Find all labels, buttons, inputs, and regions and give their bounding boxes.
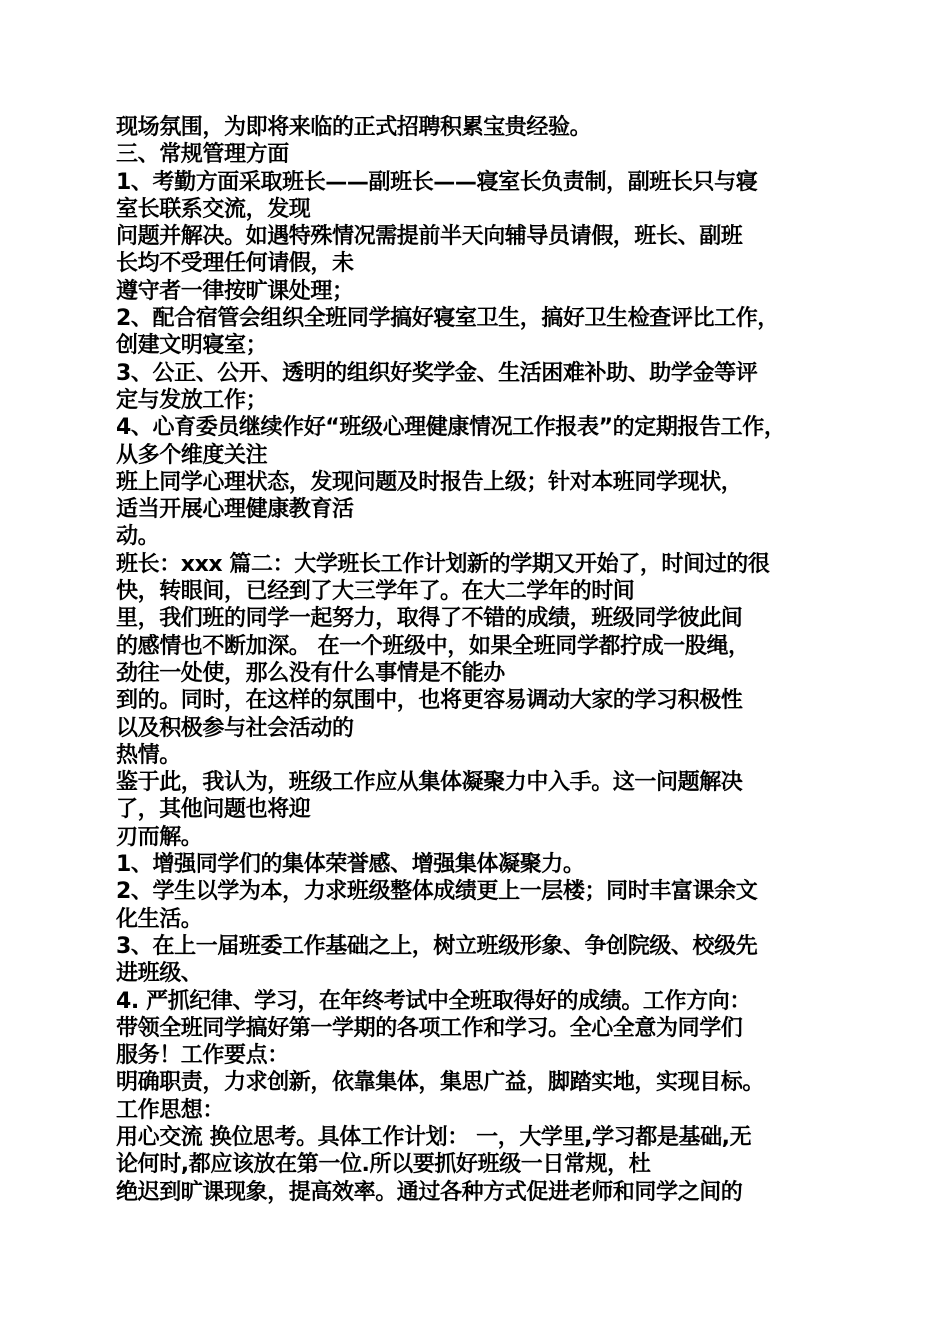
text-line: 进班级、	[116, 961, 203, 987]
text-line: 到的。同时，在这样的氛围中，也将更容易调动大家的学习积极性	[116, 688, 743, 714]
text-line: 3、公正、公开、透明的组织好奖学金、生活困难补助、助学金等评	[116, 360, 758, 386]
text-line: 带领全班同学搞好第一学期的各项工作和学习。全心全意为同学们	[116, 1015, 743, 1041]
text-line: 问题并解决。如遇特殊情况需提前半天向辅导员请假，班长、副班	[116, 224, 743, 250]
text-line: 班上同学心理状态，发现问题及时报告上级；针对本班同学现状，	[116, 469, 743, 495]
text-line: 遵守者一律按旷课处理；	[116, 278, 354, 304]
text-line: 劲往一处使，那么没有什么事情是不能办	[116, 660, 505, 686]
text-line: 创建文明寝室；	[116, 333, 268, 359]
text-line: 2、配合宿管会组织全班同学搞好寝室卫生，搞好卫生检查评比工作，	[116, 306, 779, 332]
text-line: 1、考勤方面采取班长——副班长——寝室长负责制，副班长只与寝	[116, 169, 758, 195]
text-line: 动。	[116, 524, 160, 550]
text-line: 热情。	[116, 742, 181, 768]
text-line: 明确职责，力求创新，依靠集体，集思广益，脚踏实地，实现目标。	[116, 1070, 765, 1096]
text-line: 了，其他问题也将迎	[116, 797, 311, 823]
text-line: 的感情也不断加深。 在一个班级中，如果全班同学都拧成一股绳，	[116, 633, 750, 659]
text-line: 3、在上一届班委工作基础之上，树立班级形象、争创院级、校级先	[116, 933, 758, 959]
section-heading: 三、常规管理方面	[116, 142, 289, 168]
text-line: 服务！工作要点：	[116, 1043, 289, 1069]
text-line: 刃而解。	[116, 824, 203, 850]
text-line: 里，我们班的同学一起努力，取得了不错的成绩，班级同学彼此间	[116, 606, 743, 632]
text-line: 长均不受理任何请假，未	[116, 251, 354, 277]
text-line: 室长联系交流，发现	[116, 196, 311, 222]
text-line: 用心交流 换位思考。具体工作计划： 一，大学里,学习都是基础,无	[116, 1124, 752, 1150]
text-line: 4. 严抓纪律、学习，在年终考试中全班取得好的成绩。工作方向：	[116, 988, 751, 1014]
text-line: 4、心育委员继续作好“班级心理健康情况工作报表”的定期报告工作，	[116, 415, 786, 441]
text-line: 快，转眼间，已经到了大三学年了。在大二学年的时间	[116, 579, 635, 605]
text-line: 绝迟到旷课现象，提高效率。通过各种方式促进老师和同学之间的	[116, 1179, 743, 1205]
text-line: 定与发放工作；	[116, 387, 268, 413]
document-page	[116, 114, 838, 1206]
text-line: 现场氛围，为即将来临的正式招聘积累宝贵经验。	[116, 115, 592, 140]
text-line: 班长：xxx 篇二：大学班长工作计划新的学期又开始了，时间过的很	[116, 551, 770, 577]
text-line: 1、增强同学们的集体荣誉感、增强集体凝聚力。	[116, 852, 585, 878]
text-line: 2、学生以学为本，力求班级整体成绩更上一层楼；同时丰富课余文	[116, 879, 758, 905]
text-line: 工作思想：	[116, 1097, 225, 1123]
text-line: 以及积极参与社会活动的	[116, 715, 354, 741]
text-line: 论何时,都应该放在第一位.所以要抓好班级一日常规，杜	[116, 1152, 651, 1178]
text-line: 适当开展心理健康教育活	[116, 497, 354, 523]
text-line: 化生活。	[116, 906, 203, 932]
text-line: 从多个维度关注	[116, 442, 268, 468]
text-line: 鉴于此，我认为，班级工作应从集体凝聚力中入手。这一问题解决	[116, 770, 743, 796]
